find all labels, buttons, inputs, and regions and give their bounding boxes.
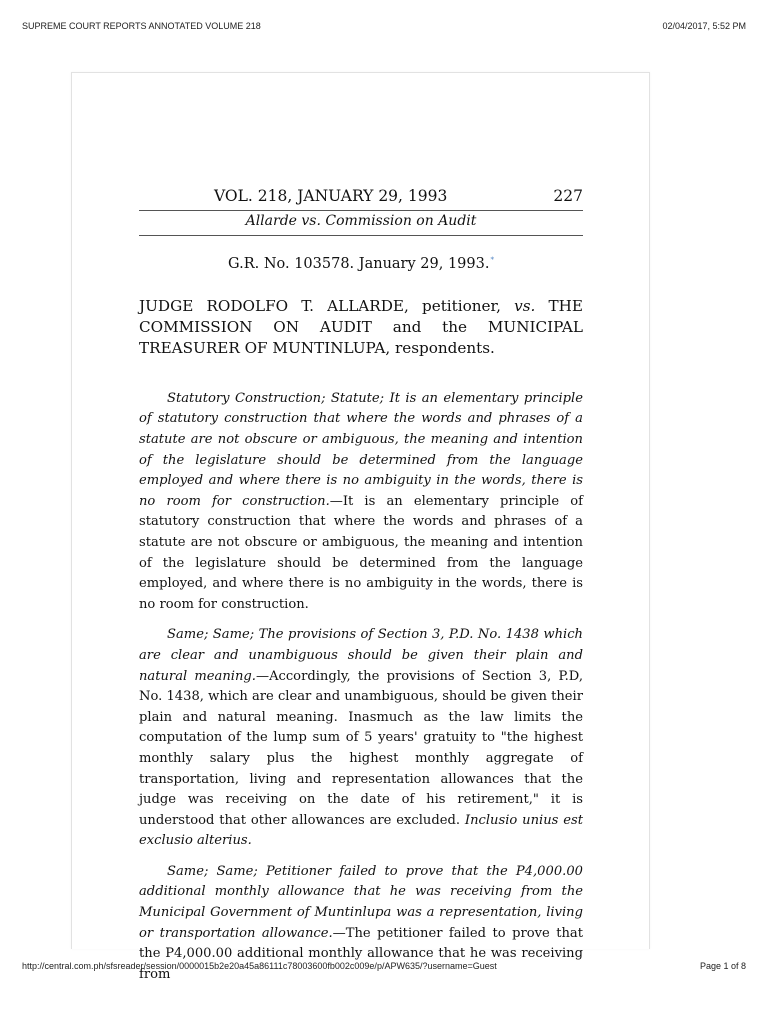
parties [139,296,583,359]
respondents-names: THE COMMISSION ON AUDIT and the MUNICIPAL TREASURER OF MUNTINLUPA [139,296,583,357]
print-header [22,21,746,31]
case-title: Allarde vs. Commission on Audit [139,211,583,236]
volume-date: VOL. 218, JANUARY 29, 1993 [214,187,448,205]
syllabus-body: —The petitioner failed to prove that the P4,000.00 additional monthly allowance that he was receiving from [139,925,583,982]
versus: vs. [514,296,536,315]
respondents-role: , respondents. [385,338,495,357]
page-number: 227 [553,187,583,205]
print-header-title: SUPREME COURT REPORTS ANNOTATED VOLUME 218 [22,21,261,31]
petitioner-role: , petitioner, [403,296,515,315]
gr-number: G.R. No. 103578. January 29, 1993. [228,255,490,272]
headnote: Same; Same; Petitioner failed to prove that the P4,000.00 additional monthly allowance that he was receiving from the Municipal Government of Muntinlupa was a representation, living or transportation allowance. [139,863,583,941]
syllabus-body: —Accordingly, the provisions of Section 3, P.D, No. 1438, which are clear and unambiguous, should be given their plain and natural meaning. Inasmuch as the law limits the computation of the lump sum of 5 years' gratuity to "the highest monthly salary plus the highest monthly aggregate of transportation, living and representation allowances that the judge was receiving on the date of his retirement," it is understood that other allowances are excluded. [139,668,583,828]
gr-number-line [139,250,583,274]
footnote-link[interactable]: * [490,256,494,264]
page-url: http://central.com.ph/sfsreader/session/0000015b2e20a45a86111c78003600fb002c009e/p/APW635/?username=Guest [22,961,497,971]
headnote: Same; Same; The provisions of Section 3, P.D. No. 1438 which are clear and unambiguous should be given their plain and natural meaning. [139,627,583,684]
syllabus-paragraph [139,625,583,852]
page-count: Page 1 of 8 [699,961,746,971]
page-content [139,186,583,995]
syllabus-body: —It is an elementary principle of statutory construction that where the words and phrases of a statute are not obscure or ambiguous, the meaning and intention of the legislature should be determined from the language employed, and where there is no ambiguity in the words, there is no room for construction. [139,493,583,612]
syllabus [139,389,583,986]
petitioner-name: JUDGE RODOLFO T. ALLARDE [139,296,404,315]
print-footer [22,961,746,971]
syllabus-tail: Inclusio unius est exclusio alterius. [139,812,583,849]
running-head [139,186,583,211]
syllabus-paragraph [139,389,583,616]
print-header-timestamp: 02/04/2017, 5:52 PM [662,21,746,31]
headnote: Statutory Construction; Statute; It is an elementary principle of statutory construction that where the words and phrases of a statute are not obscure or ambiguous, the meaning and intention of the legislature should be determined from the language employed and where there is no ambiguity in the words, there is no room for construction. [139,390,583,509]
